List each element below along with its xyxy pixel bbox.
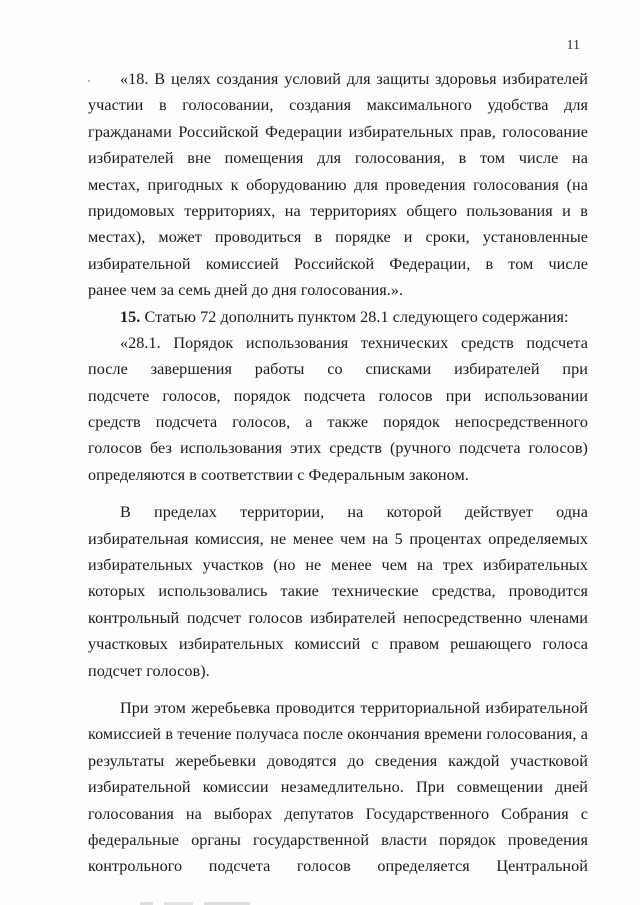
text-line [88,695,588,721]
text-line [88,462,588,488]
line-text: которых использовались такие технические средства, проводится [88,582,588,601]
text-line [88,224,588,250]
text-line [88,330,588,356]
text-line [88,631,588,657]
text-line [88,552,588,578]
text-line [88,145,588,171]
text-line [88,721,588,747]
line-text: комиссией в течение получаса после окончания времени голосования, а [88,725,588,744]
page-number: 11 [566,38,580,53]
text-line [88,383,588,409]
text-line [88,853,588,879]
paragraph-gap [88,488,588,499]
line-text: федеральные органы государственной власти порядок проведения [88,830,588,849]
text-line [88,277,588,303]
text-line [88,578,588,604]
line-text: подсчет голосов). [88,661,210,680]
document-body [88,66,588,880]
line-text: голосов без использования этих средств (ручного подсчета голосов) [88,439,588,458]
text-line [88,92,588,118]
line-text: избирательной комиссией Российской Федерации, в том числе [88,254,588,273]
line-text: участковых избирательных комиссий с правом решающего голоса [88,635,588,654]
line-text: избирателей вне помещения для голосования, в том числе на [88,149,588,168]
line-text: При этом жеребьевка проводится территориальной избирательной [120,698,588,717]
text-line [88,435,588,461]
text-line [88,119,588,145]
text-line [88,526,588,552]
line-text: придомовых территориях, на территориях общего пользования и в [88,201,588,220]
text-line [88,748,588,774]
line-text: голосования на выборах депутатов Государственного Собрания с [88,804,588,823]
line-text: подсчете голосов, порядок подсчета голосов при использовании [88,386,588,405]
line-text: «28.1. Порядок использования технических средств подсчета [120,333,588,352]
line-text: местах, пригодных к оборудованию для проведения голосования (на [88,175,588,194]
text-line [88,409,588,435]
text-line [88,172,588,198]
line-text: избирательной комиссии незамедлительно. При совмещении дней [88,778,588,797]
text-line [88,658,588,684]
text-line [88,251,588,277]
line-text: гражданами Российской Федерации избирательных прав, голосование [88,122,588,141]
text-line [88,304,588,330]
line-text: участии в голосовании, создания максимального удобства для [88,96,588,115]
line-text: избирательных участков (но не менее чем на трех избирательных [88,556,588,575]
line-text: Статью 72 дополнить пунктом 28.1 следующего содержания: [144,307,569,326]
text-line [88,499,588,525]
text-line [88,356,588,382]
text-line [88,801,588,827]
text-line [88,605,588,631]
text-line [88,198,588,224]
paragraph-gap [88,684,588,695]
line-text: определяются в соответствии с Федеральным законом. [88,465,469,484]
line-text: средств подсчета голосов, а также порядок непосредственного [88,413,588,432]
line-text: после завершения работы со списками избирателей при [88,360,588,379]
line-text: «18. В целях создания условий для защиты здоровья избирателей [120,70,588,88]
line-text: контрольного подсчета голосов определяется Центральной [88,857,588,876]
line-text: результаты жеребьевки доводятся до сведения каждой участковой [88,751,588,770]
text-line [88,774,588,800]
item-number: 15. [120,307,141,326]
text-line [88,66,588,92]
line-text: В пределах территории, на которой действует одна [120,503,588,522]
line-text: избирательная комиссия, не менее чем на 5 процентах определяемых [88,529,588,548]
line-text: ранее чем за семь дней до дня голосования.». [88,281,404,300]
line-text: контрольный подсчет голосов избирателей непосредственно членами [88,608,588,627]
text-line [88,827,588,853]
line-text: местах), может проводиться в порядке и сроки, установленные [88,228,588,247]
